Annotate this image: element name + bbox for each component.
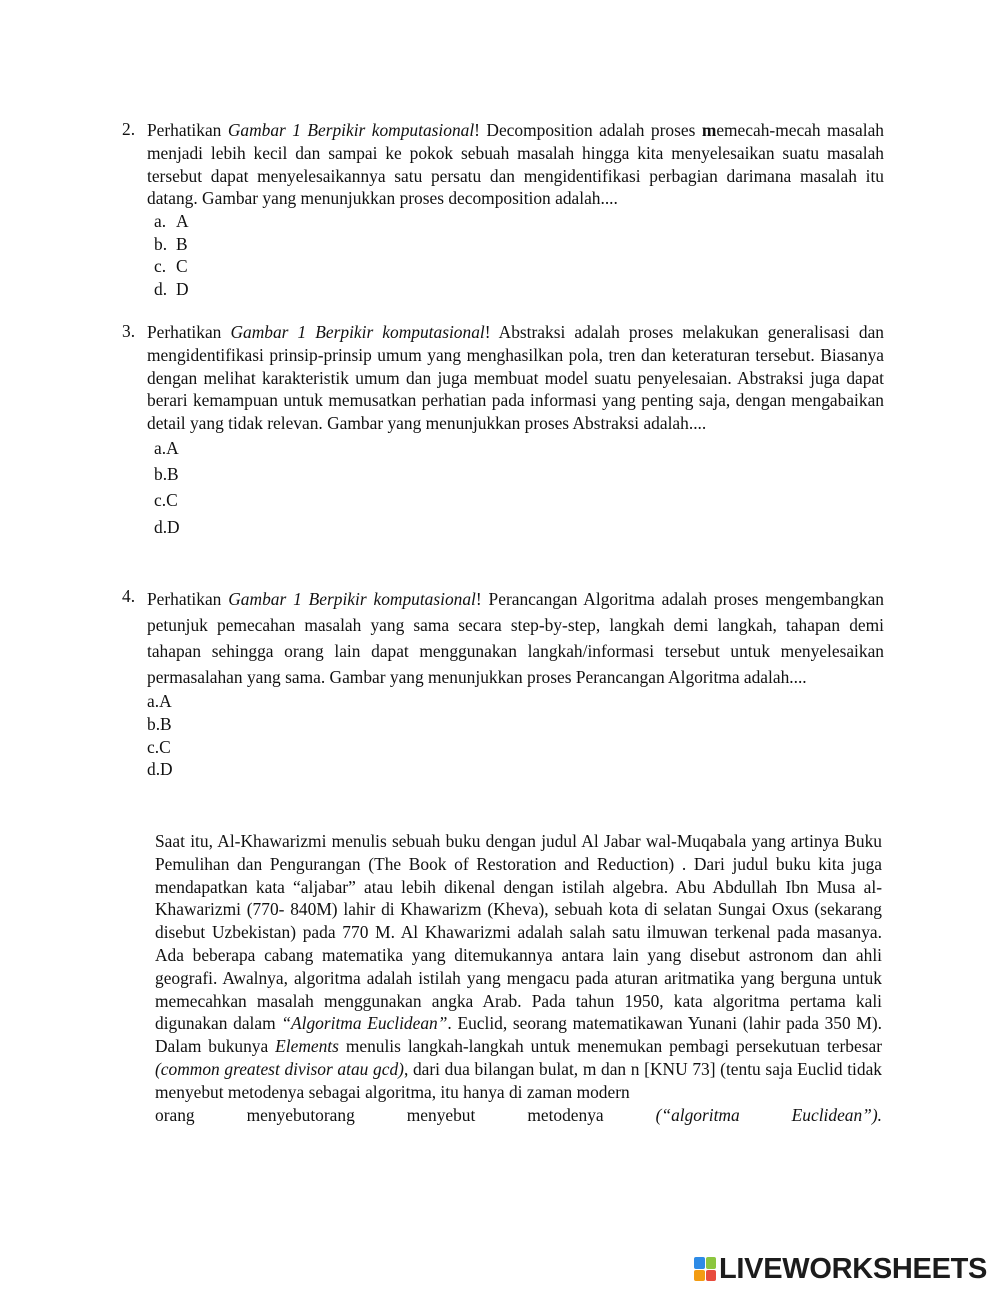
- reading-passage: [155, 830, 882, 1126]
- option-d[interactable]: [154, 278, 884, 301]
- question-text: [147, 586, 884, 690]
- option-d[interactable]: d.D: [154, 516, 180, 537]
- passage-text: menulis langkah-langkah untuk menemukan pembagi persekutuan terbesar: [338, 1036, 882, 1057]
- option-d[interactable]: d.D: [147, 759, 173, 780]
- option-c[interactable]: c.C: [154, 490, 178, 511]
- question-number: 2.: [122, 119, 136, 139]
- answer-options: [147, 690, 884, 781]
- question-lead: Perhatikan: [147, 120, 228, 140]
- option-b[interactable]: [154, 233, 884, 256]
- question-text: [147, 119, 884, 210]
- logo-icon: [694, 1257, 716, 1281]
- question-body-a: ! Decomposition adalah proses: [474, 120, 702, 140]
- passage-text: orang menyebutorang menyebut metodenya: [155, 1104, 656, 1125]
- logo-tile: [706, 1270, 717, 1282]
- question-2: [122, 119, 884, 301]
- option-letter: a.: [154, 211, 167, 232]
- question-lead: Perhatikan: [147, 322, 231, 342]
- option-text: A: [176, 211, 189, 232]
- option-text: B: [176, 233, 188, 254]
- option-a[interactable]: a.A: [147, 691, 172, 711]
- passage-text: , dari dua bilangan bulat, m dan n [KNU 73] (tentu saja Euclid tidak menyebut metodenya sebagai algoritma, itu hanya di zaman modern: [155, 1058, 882, 1102]
- option-a[interactable]: a.A: [154, 437, 179, 458]
- option-letter: b.: [154, 233, 168, 254]
- logo-tile: [694, 1257, 705, 1269]
- question-lead: Perhatikan: [147, 589, 229, 609]
- logo-text: LIVEWORKSHEETS: [719, 1252, 988, 1285]
- answer-options: [154, 210, 884, 300]
- logo-tile: [706, 1257, 717, 1269]
- passage-last-line: [155, 1104, 882, 1127]
- option-text: D: [176, 278, 189, 299]
- option-c[interactable]: c.C: [147, 736, 171, 757]
- question-text: [147, 321, 884, 435]
- passage-text: . Euclid, seorang matematikawan Yunani (lahir pada 350 M). Dalam bukunya: [155, 1013, 882, 1057]
- question-number: 4.: [122, 586, 136, 606]
- question-4: [122, 586, 884, 781]
- question-body: ! Abstraksi adalah proses melakukan generalisasi dan mengidentifikasi prinsip-prinsip umum yang menghasilkan pola, tren dan keteraturan tersebut. Biasanya dengan melihat karakteristik umum dan juga membuat model suatu penyelesaian. Abstraksi juga dapat berari kemampuan untuk memusatkan perhatian pada informasi yang penting saja, dengan mengabaikan detail yang tidak relevan. Gambar yang menunjukkan proses Abstraksi adalah....: [147, 322, 885, 434]
- figure-reference: Gambar 1 Berpikir komputasional: [228, 589, 476, 609]
- liveworksheets-logo: [694, 1253, 987, 1285]
- question-3: [122, 321, 884, 540]
- passage-italic: (common greatest divisor atau gcd): [155, 1058, 404, 1079]
- passage-italic: “Algoritma Euclidean”: [281, 1013, 448, 1034]
- option-text: C: [176, 256, 188, 277]
- figure-reference: Gambar 1 Berpikir komputasional: [227, 120, 475, 140]
- option-a[interactable]: [154, 210, 884, 233]
- answer-options: [154, 435, 884, 540]
- passage-italic: (“algoritma Euclidean”).: [655, 1104, 882, 1125]
- question-body-b: emecah-mecah masalah menjadi lebih kecil dan sampai ke pokok sebuah masalah hingga kita menyelesaikan suatu masalah tersebut dapat menyelesaikannya satu persatu dan mengidentifikasi perbagian darimana masalah itu datang. Gambar yang menunjukkan proses decomposition adalah....: [147, 120, 884, 209]
- option-c[interactable]: [154, 255, 884, 278]
- logo-tile: [694, 1270, 705, 1282]
- option-letter: c.: [154, 256, 167, 277]
- option-b[interactable]: b.B: [147, 713, 172, 734]
- passage-text: Saat itu, Al-Khawarizmi menulis sebuah buku dengan judul Al Jabar wal-Muqabala yang artinya Buku Pemulihan dan Pengurangan (The Book of Restoration and Reduction) . Dari judul buku kita juga mendapatkan kata “aljabar” atau lebih dikenal dengan istilah algebra. Abu Abdullah Ibn Musa al-Khawarizmi (770- 840M) lahir di Khawarizm (Kheva), sebuah kota di selatan Sungai Oxus (sekarang disebut Uzbekistan) pada 770 M. Al Khawarizmi adalah salah satu ilmuwan terkenal pada masanya. Ada beberapa cabang matematika yang ditemukannya antara lain yang disebut astronom dan ahli geografi. Awalnya, algoritma adalah istilah yang mengacu pada aturan aritmatika yang berguna untuk memecahkan masalah menggunakan angka Arab. Pada tahun 1950, kata algoritma pertama kali digunakan dalam: [155, 831, 882, 1034]
- passage-body: [155, 830, 882, 1104]
- question-body: ! Perancangan Algoritma adalah proses mengembangkan petunjuk pemecahan masalah yang sama secara step-by-step, langkah demi langkah, tahapan demi tahapan sehingga orang lain dapat menggunakan langkah/informasi tersebut untuk menyelesaikan permasalahan yang sama. Gambar yang menunjukkan proses Perancangan Algoritma adalah....: [147, 589, 884, 687]
- passage-italic: Elements: [275, 1036, 339, 1057]
- option-b[interactable]: b.B: [154, 464, 179, 485]
- question-number: 3.: [122, 321, 136, 341]
- figure-reference: Gambar 1 Berpikir komputasional: [230, 322, 485, 342]
- option-letter: d.: [154, 278, 168, 299]
- question-body-bold: m: [701, 120, 717, 140]
